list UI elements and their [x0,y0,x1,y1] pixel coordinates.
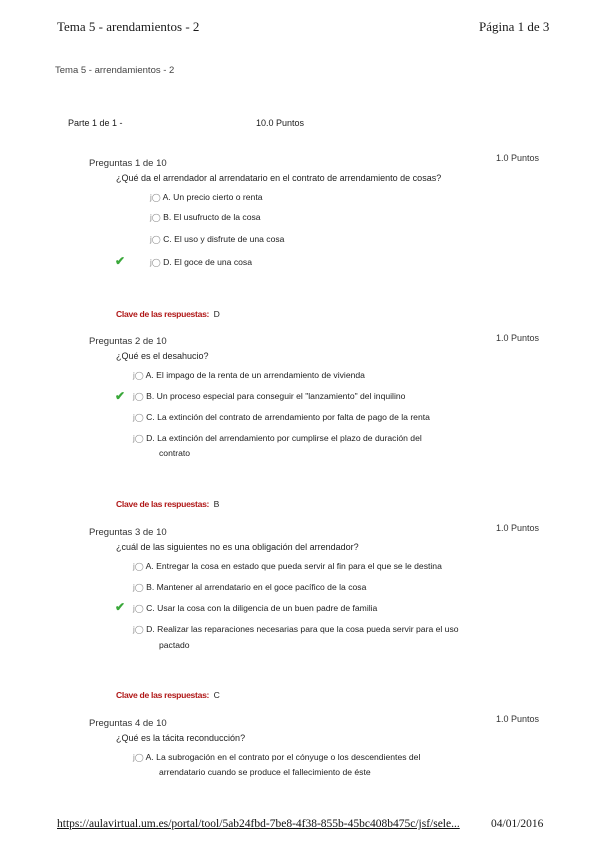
option-letter: A. [145,370,154,380]
q3-option-d[interactable] [133,622,459,637]
q1-option-a[interactable] [150,190,263,205]
footer-date: 04/01/2016 [491,818,544,830]
radio-icon[interactable]: j◯ [133,434,144,443]
q1-answer-key [116,304,220,322]
question-2-points: 1.0 Puntos [496,333,540,343]
option-text: El impago de la renta de un arrendamiento de vivienda [156,370,365,380]
question-4-title: Preguntas 4 de 10 [89,718,167,729]
answer-key-value: C [213,690,220,700]
check-icon: ✔ [115,600,126,614]
question-4-text: ¿Qué es la tácita reconducción? [116,733,246,743]
radio-icon[interactable]: j◯ [133,625,144,634]
option-letter: D. [146,624,155,634]
option-text: La extinción del contrato de arrendamiento por falta de pago de la renta [157,412,430,422]
radio-icon[interactable]: j◯ [133,583,144,592]
q2-option-d[interactable] [133,431,422,446]
answer-key-label: Clave de las respuestas: [116,690,210,700]
footer-url-link[interactable]: https://aulavirtual.um.es/portal/tool/5ab24fbd-7be8-4f38-855b-45bc408b475c/jsf/sele... [57,818,460,830]
q3-option-a[interactable] [133,559,442,574]
radio-icon[interactable]: j◯ [133,371,144,380]
question-1-text: ¿Qué da el arrendador al arrendatario en el contrato de arrendamiento de cosas? [116,173,442,183]
question-1-points: 1.0 Puntos [496,153,540,163]
doc-title: Tema 5 - arrendamientos - 2 [55,65,175,76]
question-3-text: ¿cuál de las siguientes no es una obligación del arrendador? [116,542,359,552]
radio-icon[interactable]: j◯ [133,392,144,401]
question-4-points: 1.0 Puntos [496,714,540,724]
option-letter: A. [162,192,171,202]
answer-key-label: Clave de las respuestas: [116,309,210,319]
option-text: Un proceso especial para conseguir el "lanzamiento" del inquilino [156,391,406,401]
option-text: La extinción del arrendamiento por cumplirse el plazo de duración del [157,433,422,443]
option-text: El uso y disfrute de una cosa [174,234,285,244]
radio-icon[interactable]: j◯ [150,213,161,222]
q3-answer-key [116,685,220,703]
q2-option-a[interactable] [133,368,365,383]
q2-option-b[interactable] [133,389,405,404]
radio-icon[interactable]: j◯ [150,258,161,267]
header-page: Página 1 de 3 [479,19,550,34]
part-label: Parte 1 de 1 - [68,118,123,128]
option-letter: C. [163,234,172,244]
answer-key-value: D [213,309,220,319]
question-3-points: 1.0 Puntos [496,523,540,533]
q3-option-b[interactable] [133,580,366,595]
footer-url[interactable] [57,818,460,830]
option-letter: D. [146,433,155,443]
radio-icon[interactable]: j◯ [150,235,161,244]
option-text: Mantener al arrendatario en el goce pacífico de la cosa [156,582,367,592]
q4-option-a-continuation: arrendatario cuando se produce el fallecimiento de éste [159,767,371,777]
radio-icon[interactable]: j◯ [133,753,144,762]
question-3-title: Preguntas 3 de 10 [89,527,167,538]
q3-option-d-continuation: pactado [159,640,190,650]
part-points: 10.0 Puntos [256,118,305,128]
option-letter: B. [146,391,155,401]
question-1-title: Preguntas 1 de 10 [89,158,167,169]
q1-option-c[interactable] [150,232,284,247]
header-title: Tema 5 - arendamientos - 2 [57,19,200,34]
check-icon: ✔ [115,389,126,403]
radio-icon[interactable]: j◯ [133,562,144,571]
option-text: Entregar la cosa en estado que pueda servir al fin para el que se le destina [156,561,442,571]
option-letter: B. [146,582,155,592]
option-text: La subrogación en el contrato por el cónyuge o los descendientes del [156,752,421,762]
option-text: El usufructo de la cosa [173,212,261,222]
option-letter: C. [146,412,155,422]
option-letter: B. [163,212,172,222]
option-text: Realizar las reparaciones necesarias para que la cosa pueda servir para el uso [157,624,459,634]
radio-icon[interactable]: j◯ [133,413,144,422]
question-2-title: Preguntas 2 de 10 [89,336,167,347]
q2-option-c[interactable] [133,410,430,425]
check-icon: ✔ [115,254,126,268]
option-letter: A. [145,561,154,571]
q3-option-c[interactable] [133,601,377,616]
question-2-text: ¿Qué es el desahucio? [116,351,209,361]
option-letter: C. [146,603,155,613]
q2-answer-key [116,494,219,512]
radio-icon[interactable]: j◯ [150,193,161,202]
option-text: Usar la cosa con la diligencia de un buen padre de familia [157,603,378,613]
option-letter: A. [145,752,154,762]
q1-option-b[interactable] [150,210,261,225]
option-text: Un precio cierto o renta [173,192,263,202]
option-text: El goce de una cosa [174,257,252,267]
q2-option-d-continuation: contrato [159,448,191,458]
q1-option-d[interactable] [150,255,252,270]
option-letter: D. [163,257,172,267]
answer-key-value: B [213,499,220,509]
answer-key-label: Clave de las respuestas: [116,499,210,509]
q4-option-a[interactable] [133,750,420,765]
radio-icon[interactable]: j◯ [133,604,144,613]
